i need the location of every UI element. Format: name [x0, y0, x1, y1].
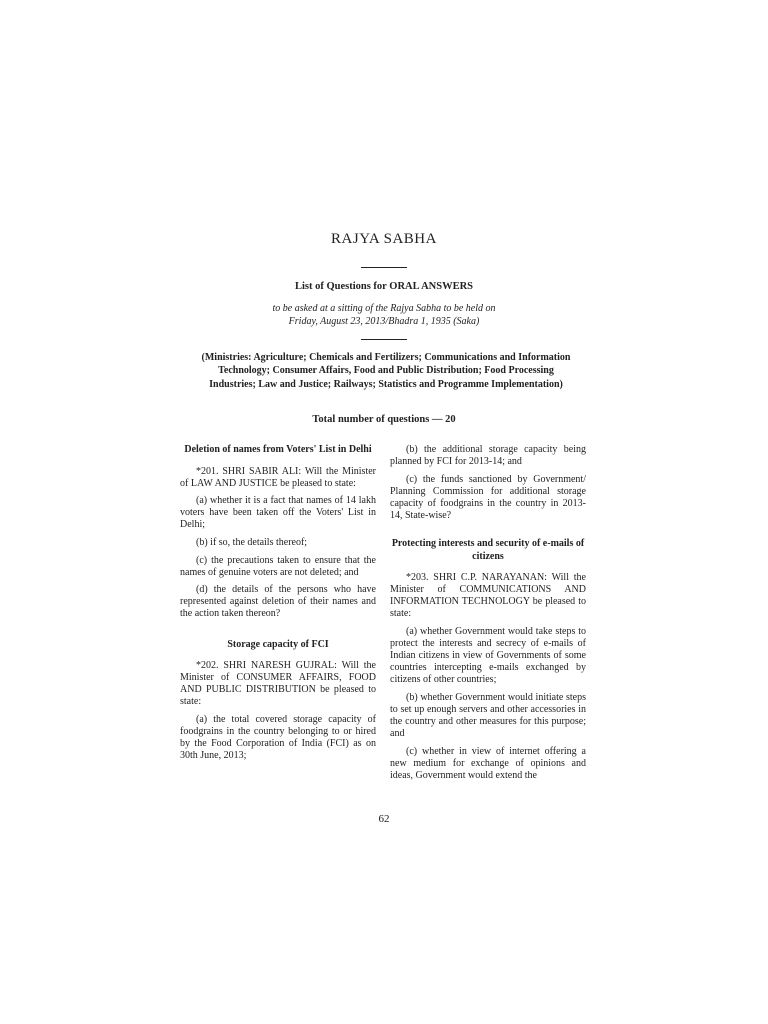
- question-heading: Deletion of names from Voters' List in Delhi: [184, 444, 372, 455]
- right-column: [390, 444, 586, 788]
- document-title: RAJYA SABHA: [331, 231, 437, 247]
- title-divider: [361, 267, 407, 268]
- question-part: (a) the total covered storage capacity of foodgrains in the country belonging to or hired by the Food Corporation of India (FCI) as on 30th June, 2013;: [180, 713, 376, 762]
- ministries-list: (Ministries: Agriculture; Chemicals and Fertilizers; Communications and Information Technology; Consumer Affairs, Food and Public Distribution; Food Processing Industries; Law and Justice; Railways; Statistics and Programme Implementation): [201, 352, 571, 390]
- sitting-line-1: to be asked at a sitting of the Rajya Sabha to be held on: [272, 303, 496, 314]
- question-part: (c) whether in view of internet offering a new medium for exchange of opinions and ideas, Government would extend the: [390, 745, 586, 781]
- page-number: 62: [378, 813, 390, 825]
- question-part: (d) the details of the persons who have represented against deletion of their names and the action taken thereon?: [180, 584, 376, 620]
- question-part: (b) the additional storage capacity being planned by FCI for 2013-14; and: [390, 444, 586, 468]
- question-intro: *202. SHRI NARESH GUJRAL: Will the Minister of CONSUMER AFFAIRS, FOOD AND PUBLIC DISTRIBUTION be pleased to state:: [180, 660, 376, 708]
- sitting-line-2: Friday, August 23, 2013/Bhadra 1, 1935 (Saka): [288, 316, 480, 327]
- question-part: (a) whether Government would take steps to protect the interests and secrecy of e-mails of Indian citizens in view of Governments of some countries intercepting e-mails exchanged by citizens of other countries;: [390, 625, 586, 686]
- question-part: (a) whether it is a fact that names of 14 lakh voters have been taken off the Voters' List in Delhi;: [180, 495, 376, 531]
- question-heading: Storage capacity of FCI: [227, 638, 329, 650]
- question-part: (b) whether Government would initiate steps to set up enough servers and other accessories in the country and other measures for this purpose; and: [390, 691, 586, 740]
- document-subtitle: List of Questions for ORAL ANSWERS: [294, 281, 474, 292]
- question-part: (b) if so, the details thereof;: [196, 536, 308, 548]
- subtitle-divider: [361, 339, 407, 340]
- question-intro: *203. SHRI C.P. NARAYANAN: Will the Minister of COMMUNICATIONS AND INFORMATION TECHNOLOGY be pleased to state:: [390, 572, 586, 620]
- left-column: [180, 444, 376, 768]
- question-heading: Protecting interests and security of e-mails of citizens: [391, 538, 585, 562]
- question-part: (c) the funds sanctioned by Government/ Planning Commission for additional storage capacity of foodgrains in the country in 2013-14, State-wise?: [390, 473, 586, 521]
- question-part: (c) the precautions taken to ensure that the names of genuine voters are not deleted; and: [180, 554, 376, 578]
- question-intro: *201. SHRI SABIR ALI: Will the Minister of LAW AND JUSTICE be pleased to state:: [180, 465, 376, 489]
- total-questions: Total number of questions — 20: [312, 414, 456, 425]
